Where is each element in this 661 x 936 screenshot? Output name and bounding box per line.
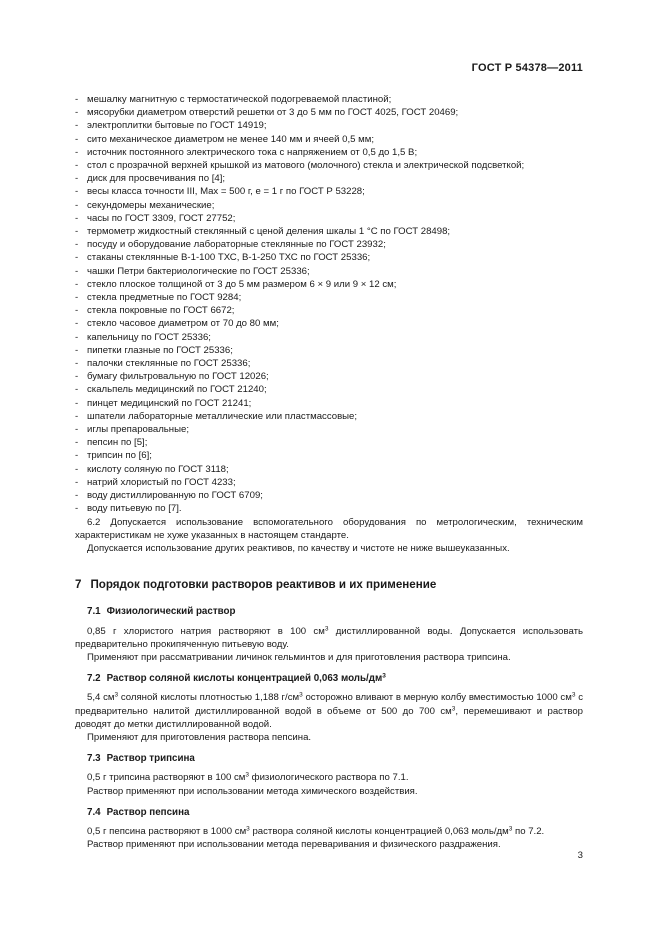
list-item-text: чашки Петри бактериологические по ГОСТ 25336;	[87, 265, 310, 277]
list-item	[75, 304, 583, 317]
list-dash: -	[75, 318, 79, 330]
list-item	[75, 133, 583, 146]
list-item	[75, 397, 583, 410]
list-item	[75, 265, 583, 278]
list-dash: -	[75, 252, 79, 264]
subsection-number: 7.4	[87, 806, 101, 818]
list-item-text: стекло плоское толщиной от 3 до 5 мм размером 6 × 9 или 9 × 12 см;	[87, 278, 397, 290]
list-item	[75, 106, 583, 119]
list-item-text: сито механическое диаметром не менее 140 мм и ячеей 0,5 мм;	[87, 133, 375, 145]
list-item-text: пепсин по [5];	[87, 437, 148, 449]
document-body	[75, 93, 583, 851]
list-dash: -	[75, 410, 79, 422]
list-item	[75, 159, 583, 172]
list-dash: -	[75, 344, 79, 356]
list-item-text: капельницу по ГОСТ 25336;	[87, 331, 211, 343]
list-item-text: скальпель медицинский по ГОСТ 21240;	[87, 384, 267, 396]
list-item	[75, 449, 583, 462]
list-item-text: мясорубки диаметром отверстий решетки от 3 до 5 мм по ГОСТ 4025, ГОСТ 20469;	[87, 107, 459, 119]
list-item-text: воду питьевую по [7].	[87, 503, 182, 515]
list-dash: -	[75, 305, 79, 317]
list-item	[75, 251, 583, 264]
list-item-text: воду дистиллированную по ГОСТ 6709;	[87, 490, 263, 502]
list-item	[75, 344, 583, 357]
list-dash: -	[75, 424, 79, 436]
list-item-text: источник постоянного электрического тока с напряжением от 0,5 до 1,5 В;	[87, 146, 418, 158]
list-item-text: мешалку магнитную с термостатической подогреваемой пластиной;	[87, 94, 392, 105]
list-dash: -	[75, 371, 79, 383]
list-dash: -	[75, 265, 79, 277]
list-dash: -	[75, 94, 79, 105]
equipment-list	[75, 93, 583, 516]
subsection-title: Физиологический раствор	[106, 606, 236, 618]
list-item-text: пинцет медицинский по ГОСТ 21241;	[87, 397, 252, 409]
list-dash: -	[75, 146, 79, 158]
list-item-text: термометр жидкостный стеклянный с ценой деления шкалы 1 °С по ГОСТ 28498;	[87, 226, 451, 238]
subsection-7-2-heading	[75, 672, 583, 685]
subsection-7-1-heading	[75, 605, 583, 618]
list-item	[75, 317, 583, 330]
list-dash: -	[75, 463, 79, 475]
list-item	[75, 331, 583, 344]
list-item-text: иглы препаровальные;	[87, 424, 189, 436]
list-item	[75, 410, 583, 423]
list-dash: -	[75, 490, 79, 502]
paragraph-7-4-1: 0,5 г пепсина растворяют в 1000 $см^3$ раствора соляной кислоты концентрацией 0,063 моль/$дм^3$ по 7.2.	[87, 825, 545, 837]
paragraph-7-2-1: 5,4 $см^3$ соляной кислоты плотностью 1,188 $г/см^3$ осторожно вливают в мерную колбу вместимостью 1000 $см^3$ с предварительно налитой дистиллированной водой в объеме от 500 до 700 $см^3$, перемешивают и раствор доводят до метки дистиллированной водой.	[75, 691, 583, 730]
list-dash: -	[75, 107, 79, 119]
list-item-text: бумагу фильтровальную по ГОСТ 12026;	[87, 371, 269, 383]
list-item-text: стаканы стеклянные В-1-100 ТХС, В-1-250 ТХС по ГОСТ 25336;	[87, 252, 371, 264]
list-item	[75, 357, 583, 370]
list-item	[75, 172, 583, 185]
list-item	[75, 199, 583, 212]
list-dash: -	[75, 397, 79, 409]
subsection-title: Раствор пепсина	[106, 806, 190, 818]
section-title: Порядок подготовки растворов реактивов и их применение	[90, 578, 437, 592]
document-header: ГОСТ Р 54378—2011	[471, 62, 583, 74]
list-item-text: стекло часовое диаметром от 70 до 80 мм;	[87, 318, 279, 330]
list-item	[75, 383, 583, 396]
list-item-text: секундомеры механические;	[87, 199, 215, 211]
list-item-text: стекла предметные по ГОСТ 9284;	[87, 292, 242, 304]
list-dash: -	[75, 331, 79, 343]
subsection-title: Раствор соляной кислоты концентрацией 0,063 моль/$дм^3$	[106, 672, 386, 685]
list-dash: -	[75, 358, 79, 370]
paragraph-7-1-1: 0,85 г хлористого натрия растворяют в 100 $см^3$ дистиллированной воды. Допускается использовать предварительно прокипяченную питьевую воду.	[75, 625, 583, 650]
paragraph-6-2: 6.2 Допускается использование вспомогательного оборудования по метрологическим, техническим характеристикам не хуже указанных в настоящем стандарте.	[75, 516, 583, 541]
subsection-title: Раствор трипсина	[106, 753, 195, 765]
subsection-number: 7.3	[87, 753, 101, 765]
list-item-text: трипсин по [6];	[87, 450, 152, 462]
list-item-text: часы по ГОСТ 3309, ГОСТ 27752;	[87, 212, 236, 224]
list-dash: -	[75, 239, 79, 251]
list-dash: -	[75, 212, 79, 224]
list-item	[75, 146, 583, 159]
list-item	[75, 93, 583, 106]
list-item	[75, 463, 583, 476]
paragraph-7-4-2: Раствор применяют при использовании метода переваривания и физического раздражения.	[87, 839, 501, 851]
subsection-number: 7.2	[87, 673, 101, 685]
list-item-text: палочки стеклянные по ГОСТ 25336;	[87, 358, 251, 370]
list-item-text: электроплитки бытовые по ГОСТ 14919;	[87, 120, 267, 132]
list-dash: -	[75, 384, 79, 396]
list-item	[75, 185, 583, 198]
list-item	[75, 225, 583, 238]
list-item	[75, 502, 583, 515]
list-dash: -	[75, 160, 79, 172]
list-dash: -	[75, 199, 79, 211]
list-dash: -	[75, 503, 79, 515]
list-item	[75, 291, 583, 304]
section-number: 7	[75, 578, 82, 592]
subsection-7-3-heading	[75, 752, 583, 765]
subsection-7-4-heading	[75, 806, 583, 819]
list-dash: -	[75, 278, 79, 290]
section-7-heading	[75, 578, 583, 591]
list-item-text: стекла покровные по ГОСТ 6672;	[87, 305, 235, 317]
subsection-number: 7.1	[87, 606, 101, 618]
paragraph-7-2-2: Применяют для приготовления раствора пепсина.	[87, 731, 312, 743]
list-item	[75, 238, 583, 251]
list-dash: -	[75, 437, 79, 449]
list-item-text: весы класса точности III, Max = 500 г, e = 1 г по ГОСТ Р 53228;	[87, 186, 365, 198]
paragraph-reagents: Допускается использование других реактивов, по качеству и чистоте не ниже вышеуказанных.	[87, 542, 510, 554]
list-item-text: диск для просвечивания по [4];	[87, 173, 226, 185]
list-dash: -	[75, 476, 79, 488]
list-item	[75, 489, 583, 502]
list-item-text: посуду и оборудование лабораторные стеклянные по ГОСТ 23932;	[87, 239, 386, 251]
list-dash: -	[75, 450, 79, 462]
list-item-text: натрий хлористый по ГОСТ 4233;	[87, 476, 236, 488]
paragraph-7-1-2: Применяют при рассматривании личинок гельминтов и для приготовления раствора трипсина.	[87, 651, 511, 663]
list-dash: -	[75, 133, 79, 145]
list-dash: -	[75, 226, 79, 238]
list-item	[75, 436, 583, 449]
list-dash: -	[75, 173, 79, 185]
list-item-text: кислоту соляную по ГОСТ 3118;	[87, 463, 229, 475]
list-item	[75, 476, 583, 489]
list-item-text: шпатели лабораторные металлические или пластмассовые;	[87, 410, 358, 422]
paragraph-7-3-2: Раствор применяют при использовании метода химического воздействия.	[87, 785, 418, 797]
list-item	[75, 212, 583, 225]
paragraph-7-3-1: 0,5 г трипсина растворяют в 100 $см^3$ физиологического раствора по 7.1.	[87, 771, 409, 784]
list-item	[75, 423, 583, 436]
list-item	[75, 278, 583, 291]
list-dash: -	[75, 292, 79, 304]
list-item	[75, 370, 583, 383]
list-item	[75, 119, 583, 132]
list-dash: -	[75, 120, 79, 132]
page-number: 3	[577, 850, 583, 861]
list-item-text: пипетки глазные по ГОСТ 25336;	[87, 344, 233, 356]
list-item-text: стол с прозрачной верхней крышкой из матового (молочного) стекла и электрической подсветкой;	[87, 160, 525, 172]
list-dash: -	[75, 186, 79, 198]
